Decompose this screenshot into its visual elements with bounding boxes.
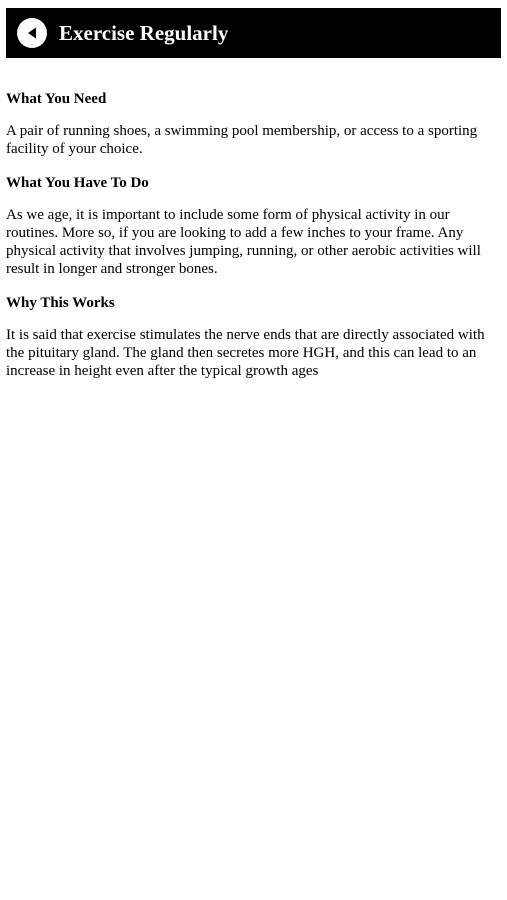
section-body-what-you-need: A pair of running shoes, a swimming pool membership, or access to a sporting facility of your choice.	[6, 123, 478, 157]
header-bar	[6, 8, 501, 58]
section-heading-what-you-have-to-do: What You Have To Do	[6, 175, 149, 191]
section-heading-what-you-need: What You Need	[6, 91, 107, 107]
article-content	[6, 90, 502, 396]
section-body-why-this-works: It is said that exercise stimulates the nerve ends that are directly associated with the pituitary gland. The gland then secretes more HGH, and this can lead to an increase in height even after the typical growth ages	[6, 327, 485, 379]
section-body-what-you-have-to-do: As we age, it is important to include some form of physical activity in our routines. More so, if you are looking to add a few inches to your frame. Any physical activity that involves jumping, running, or other aerobic activities will result in longer and stronger bones.	[6, 207, 481, 277]
section-heading-why-this-works: Why This Works	[6, 295, 115, 311]
back-button[interactable]	[17, 18, 47, 48]
page-title: Exercise Regularly	[59, 20, 229, 45]
back-arrow-icon	[25, 26, 39, 40]
